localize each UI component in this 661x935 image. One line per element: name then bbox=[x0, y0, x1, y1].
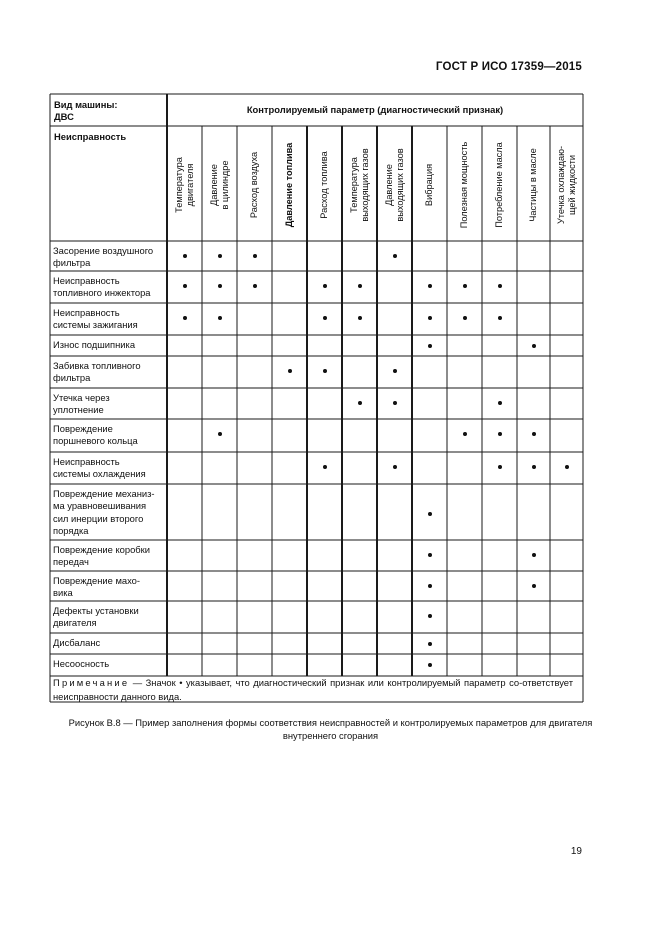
bullet-mark bbox=[323, 316, 327, 320]
bullet-mark bbox=[532, 553, 536, 557]
bullet-mark bbox=[218, 316, 222, 320]
column-header: Расход топлива bbox=[319, 151, 329, 219]
fault-row-label: Неисправность системы охлаждения bbox=[53, 456, 146, 480]
document-number: ГОСТ Р ИСО 17359—2015 bbox=[435, 61, 582, 73]
fault-row-label: Утечка через уплотнение bbox=[53, 392, 110, 416]
bullet-mark bbox=[218, 254, 222, 258]
fault-row-label: Повреждение махо- вика bbox=[53, 575, 141, 599]
bullet-mark bbox=[183, 316, 187, 320]
table-note bbox=[53, 676, 573, 704]
bullet-mark bbox=[463, 284, 467, 288]
column-header: Полезная мощность bbox=[459, 141, 469, 229]
bullet-mark bbox=[288, 369, 292, 373]
fault-row-label: Неисправность системы зажигания bbox=[53, 307, 138, 331]
bullet-mark bbox=[498, 465, 502, 469]
bullet-mark bbox=[358, 401, 362, 405]
machine-type-value: ДВС bbox=[54, 111, 74, 122]
bullet-mark bbox=[323, 284, 327, 288]
bullet-mark bbox=[428, 663, 432, 667]
bullet-mark bbox=[428, 284, 432, 288]
bullet-mark bbox=[428, 584, 432, 588]
column-header: Утечка охлаждаю- щей жидкости bbox=[555, 145, 577, 225]
fault-row-label: Дефекты установки двигателя bbox=[53, 605, 139, 629]
bullet-mark bbox=[253, 254, 257, 258]
bullet-mark bbox=[532, 344, 536, 348]
column-header: Расход воздуха bbox=[249, 151, 259, 219]
fault-column-label: Неисправность bbox=[54, 131, 127, 142]
bullet-mark bbox=[565, 465, 569, 469]
bullet-mark bbox=[532, 432, 536, 436]
bullet-mark bbox=[183, 254, 187, 258]
bullet-mark bbox=[253, 284, 257, 288]
fault-row-label: Повреждение поршневого кольца bbox=[53, 423, 138, 447]
bullet-mark bbox=[393, 401, 397, 405]
bullet-mark bbox=[393, 369, 397, 373]
bullet-mark bbox=[183, 284, 187, 288]
bullet-mark bbox=[498, 432, 502, 436]
fault-row-label: Дисбаланс bbox=[53, 637, 101, 648]
bullet-mark bbox=[428, 553, 432, 557]
column-header: Давление топлива bbox=[284, 142, 294, 228]
fault-row-label: Износ подшипника bbox=[53, 339, 136, 350]
bullet-mark bbox=[393, 254, 397, 258]
column-header: Температура выходящих газов bbox=[348, 148, 370, 222]
bullet-mark bbox=[428, 316, 432, 320]
fault-row-label: Повреждение механиз- ма уравновешивания сил инерции второго порядка bbox=[53, 488, 155, 537]
bullet-mark bbox=[428, 642, 432, 646]
column-header: Частицы в масле bbox=[528, 148, 538, 222]
bullet-mark bbox=[323, 465, 327, 469]
fault-row-label: Несоосность bbox=[53, 658, 110, 669]
bullet-mark bbox=[393, 465, 397, 469]
bullet-mark bbox=[358, 284, 362, 288]
bullet-mark bbox=[428, 614, 432, 618]
bullet-mark bbox=[218, 432, 222, 436]
bullet-mark bbox=[323, 369, 327, 373]
column-header: Вибрация bbox=[424, 163, 434, 207]
bullet-mark bbox=[463, 432, 467, 436]
bullet-mark bbox=[428, 512, 432, 516]
fault-row-label: Забивка топливного фильтра bbox=[53, 360, 141, 384]
bullet-mark bbox=[498, 401, 502, 405]
bullet-mark bbox=[532, 584, 536, 588]
bullet-mark bbox=[532, 465, 536, 469]
column-header: Давление выходящих газов bbox=[383, 148, 405, 222]
bullet-mark bbox=[428, 344, 432, 348]
column-header: Температура двигателя bbox=[173, 157, 195, 213]
bullet-mark bbox=[358, 316, 362, 320]
fault-row-label: Неисправность топливного инжектора bbox=[53, 275, 151, 299]
bullet-mark bbox=[463, 316, 467, 320]
note-prefix: Примечание bbox=[53, 677, 130, 688]
fault-row-label: Повреждение коробки передач bbox=[53, 544, 151, 568]
bullet-mark bbox=[498, 284, 502, 288]
fault-row-label: Засорение воздушного фильтра bbox=[53, 245, 154, 269]
column-header: Потребление масла bbox=[494, 142, 504, 228]
bullet-mark bbox=[498, 316, 502, 320]
machine-type-label: Вид машины: bbox=[54, 99, 118, 110]
note-text: — Значок • указывает, что диагностический признак или контролируемый параметр со-ответствует неисправности данного вида. bbox=[53, 677, 573, 702]
column-header: Давление в цилиндре bbox=[208, 160, 230, 210]
bullet-mark bbox=[218, 284, 222, 288]
monitored-param-label: Контролируемый параметр (диагностический признак) bbox=[246, 104, 504, 115]
page-number: 19 bbox=[570, 846, 582, 857]
figure-caption: Рисунок В.8 — Пример заполнения формы соответствия неисправностей и контролируемых параметров для двигателя внутреннего сгорания bbox=[68, 717, 593, 741]
